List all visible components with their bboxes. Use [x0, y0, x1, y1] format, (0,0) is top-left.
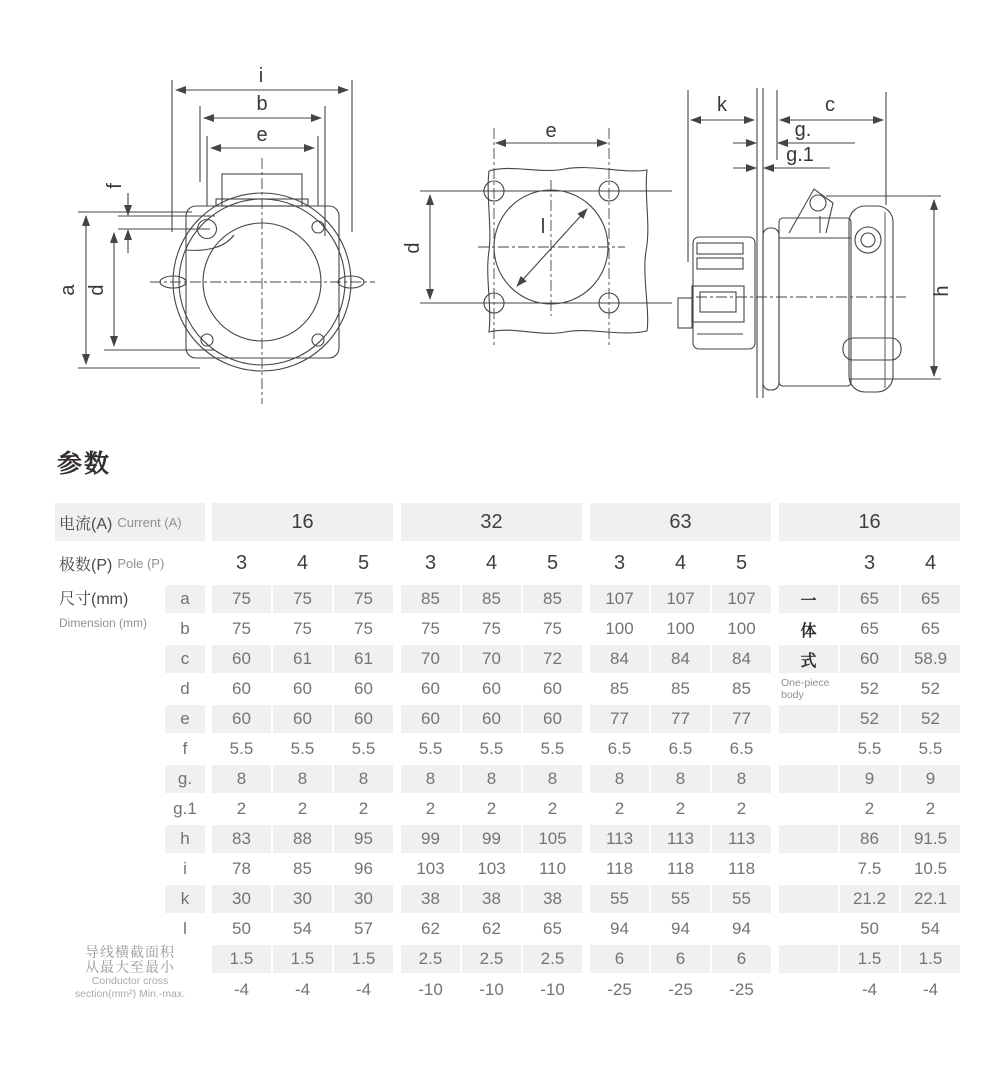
- dim-cell: 75: [334, 585, 393, 613]
- conductor-cell: -25: [607, 980, 632, 999]
- dim-cell: 2: [358, 799, 369, 818]
- page-title: 参数: [57, 450, 112, 478]
- dim-cell: 60: [354, 679, 373, 698]
- conductor-cell: 1.5: [334, 945, 393, 973]
- row-label-k: k: [165, 885, 205, 913]
- dim-cell: 2: [425, 799, 436, 818]
- dim-cell: 2: [864, 799, 875, 818]
- dimension-label-zh: 尺寸(mm): [59, 591, 129, 608]
- dim-cell: 8: [651, 765, 710, 793]
- dim-cell: 30: [212, 885, 271, 913]
- dim-cell: 60: [212, 705, 271, 733]
- dim-cell: 50: [232, 919, 251, 938]
- conductor-cell: -4: [233, 980, 250, 999]
- dim-cell: 107: [590, 585, 649, 613]
- dimension-label-en: Dimension (mm): [59, 616, 148, 630]
- current-group-header: 32: [401, 503, 582, 541]
- dim-cell: 5.5: [479, 739, 504, 758]
- dim-cell: 8: [712, 765, 771, 793]
- one-piece-cell: [779, 855, 838, 883]
- dim-cell: 62: [421, 919, 440, 938]
- conductor-cell: 2.5: [523, 945, 582, 973]
- dim-cell: 2: [925, 799, 936, 818]
- dim-cell: 94: [732, 919, 751, 938]
- dim-cell: 61: [273, 645, 332, 673]
- conductor-cell: 6: [590, 945, 649, 973]
- one-piece-cell: [779, 705, 838, 733]
- dim-cell: 100: [727, 619, 756, 638]
- dim-cell: 103: [477, 859, 506, 878]
- dim-label-d: d: [86, 284, 108, 296]
- dim-cell: 21.2: [840, 885, 899, 913]
- dim-cell: 9: [901, 765, 960, 793]
- pole-cell: 3: [613, 551, 626, 574]
- dim-cell: 8: [590, 765, 649, 793]
- dim-cell: 52: [860, 679, 879, 698]
- current-label-en: Current (A): [117, 514, 182, 530]
- one-piece-cell: One-piece body: [781, 677, 830, 702]
- dim-cell: 75: [212, 585, 271, 613]
- dim-cell: 85: [523, 585, 582, 613]
- dim-cell: 52: [901, 705, 960, 733]
- dim-cell: 65: [860, 619, 879, 638]
- dim-cell: 60: [543, 679, 562, 698]
- current-group-header: 63: [590, 503, 771, 541]
- dim-cell: 8: [523, 765, 582, 793]
- pole-cell: 3: [235, 551, 248, 574]
- dim-cell: 57: [354, 919, 373, 938]
- dim-cell: 94: [610, 919, 629, 938]
- dim-cell: 54: [921, 919, 940, 938]
- dim-cell: 52: [840, 705, 899, 733]
- dim-cell: 60: [401, 705, 460, 733]
- dim-cell: 75: [354, 619, 373, 638]
- dim-cell: 8: [212, 765, 271, 793]
- conductor-cell: 6: [712, 945, 771, 973]
- dim-cell: 2: [236, 799, 247, 818]
- dim-cell: 5.5: [290, 739, 315, 758]
- row-label-g.1: g.1: [173, 799, 197, 818]
- conductor-cell: 2.5: [401, 945, 460, 973]
- current-group-header: 16: [212, 503, 393, 541]
- dim-cell: 60: [334, 705, 393, 733]
- dim-cell: 118: [666, 859, 695, 878]
- side-label-k: k: [717, 94, 727, 116]
- dim-cell: 94: [671, 919, 690, 938]
- pole-cell: 4: [924, 551, 937, 574]
- pole-cell: 3: [863, 551, 876, 574]
- conductor-label-en1: Conductor cross: [91, 975, 169, 988]
- current-group-header: 16: [779, 503, 960, 541]
- conductor-cell: [779, 975, 838, 1005]
- dim-cell: 99: [401, 825, 460, 853]
- dim-cell: 75: [421, 619, 440, 638]
- dim-cell: 60: [523, 705, 582, 733]
- side-label-g1: g.1: [786, 144, 814, 166]
- one-piece-cell: [779, 825, 838, 853]
- dim-label-f: f: [104, 183, 126, 189]
- conductor-label-zh1: 导线横截面积: [85, 944, 175, 960]
- dim-cell: 8: [334, 765, 393, 793]
- dim-cell: 83: [212, 825, 271, 853]
- conductor-cell: 1.5: [212, 945, 271, 973]
- dim-cell: 2: [675, 799, 686, 818]
- one-piece-cell: [779, 885, 838, 913]
- dim-cell: 84: [651, 645, 710, 673]
- dim-cell: 38: [523, 885, 582, 913]
- dim-cell: 55: [651, 885, 710, 913]
- dim-cell: 2: [547, 799, 558, 818]
- one-piece-cell: [779, 795, 838, 823]
- dim-cell: 75: [482, 619, 501, 638]
- current-label-zh: 电流(A): [59, 515, 113, 533]
- conductor-cell: 6: [651, 945, 710, 973]
- dim-cell: 118: [605, 859, 634, 878]
- side-label-h: h: [931, 285, 953, 297]
- pole-cell: 5: [735, 551, 748, 574]
- dim-cell: 5.5: [918, 739, 943, 758]
- pole-cell: 4: [296, 551, 309, 574]
- dim-cell: 100: [605, 619, 634, 638]
- dim-cell: 58.9: [901, 645, 960, 673]
- dim-cell: 84: [712, 645, 771, 673]
- dim-cell: 55: [590, 885, 649, 913]
- dim-cell: 61: [334, 645, 393, 673]
- dim-cell: 110: [538, 859, 567, 878]
- dim-cell: 5.5: [540, 739, 565, 758]
- dim-cell: 107: [651, 585, 710, 613]
- one-piece-cell: 体: [800, 622, 817, 640]
- dim-cell: 8: [462, 765, 521, 793]
- dim-cell: 113: [590, 825, 649, 853]
- dim-cell: 75: [293, 619, 312, 638]
- conductor-label-en2: section(mm²) Min.-max.: [74, 987, 186, 1000]
- conductor-cell: -4: [922, 980, 939, 999]
- dim-cell: 85: [610, 679, 629, 698]
- conductor-cell: 1.5: [840, 945, 899, 973]
- conductor-row-label: [55, 945, 205, 1005]
- row-label-g.: g.: [165, 765, 205, 793]
- row-label-a: a: [165, 585, 205, 613]
- row-label-c: c: [165, 645, 205, 673]
- conductor-cell: -10: [540, 980, 565, 999]
- cutout-label-d: d: [402, 242, 424, 254]
- dim-cell: 60: [273, 705, 332, 733]
- dim-cell: 113: [712, 825, 771, 853]
- dim-label-e: e: [256, 124, 268, 146]
- dim-cell: 6.5: [607, 739, 632, 758]
- dim-cell: 77: [651, 705, 710, 733]
- conductor-cell: 1.5: [273, 945, 332, 973]
- dim-cell: 85: [293, 859, 312, 878]
- parameters-table: [55, 503, 960, 1005]
- dim-cell: 5.5: [857, 739, 882, 758]
- dim-cell: 60: [421, 679, 440, 698]
- dim-cell: 60: [293, 679, 312, 698]
- row-label-l: l: [183, 919, 187, 938]
- dim-cell: 2: [614, 799, 625, 818]
- one-piece-cell: 式: [779, 645, 838, 673]
- dim-cell: 55: [712, 885, 771, 913]
- dim-cell: 107: [712, 585, 771, 613]
- dim-cell: 65: [901, 585, 960, 613]
- dim-cell: 30: [273, 885, 332, 913]
- conductor-cell: -25: [729, 980, 754, 999]
- one-piece-cell: [779, 915, 838, 943]
- pole-cell: 5: [546, 551, 559, 574]
- dim-cell: 75: [273, 585, 332, 613]
- cutout-label-l: l: [540, 216, 546, 238]
- one-piece-cell: [779, 735, 838, 763]
- row-label-i: i: [183, 859, 187, 878]
- conductor-cell: -10: [418, 980, 443, 999]
- dim-cell: 22.1: [901, 885, 960, 913]
- dim-cell: 65: [840, 585, 899, 613]
- dim-cell: 103: [416, 859, 445, 878]
- dim-cell: 105: [523, 825, 582, 853]
- row-label-e: e: [165, 705, 205, 733]
- row-label-f: f: [182, 739, 188, 758]
- cutout-label-e: e: [545, 120, 557, 142]
- pole-label-en: Pole (P): [117, 555, 165, 571]
- dim-cell: 70: [401, 645, 460, 673]
- dim-cell: 65: [543, 919, 562, 938]
- dim-cell: 95: [334, 825, 393, 853]
- dim-cell: 65: [921, 619, 940, 638]
- dim-cell: 84: [590, 645, 649, 673]
- conductor-cell: -4: [294, 980, 311, 999]
- pole-cell: 4: [674, 551, 687, 574]
- one-piece-cell: 一: [779, 585, 838, 613]
- conductor-cell: 2.5: [462, 945, 521, 973]
- dim-cell: 99: [462, 825, 521, 853]
- dim-cell: 88: [273, 825, 332, 853]
- dim-cell: 6.5: [668, 739, 693, 758]
- dim-cell: 8: [273, 765, 332, 793]
- dim-cell: 62: [482, 919, 501, 938]
- dim-cell: 9: [840, 765, 899, 793]
- dim-cell: 118: [727, 859, 756, 878]
- dim-cell: 85: [462, 585, 521, 613]
- dim-cell: 2: [297, 799, 308, 818]
- pole-label-zh: 极数(P): [59, 556, 113, 574]
- pole-cell: 5: [357, 551, 370, 574]
- dim-cell: 96: [354, 859, 373, 878]
- front-view-drawing: [78, 80, 375, 404]
- conductor-cell: -4: [355, 980, 372, 999]
- dim-label-i: i: [258, 65, 264, 87]
- technical-drawings: [0, 0, 1001, 440]
- one-piece-cell: [779, 765, 838, 793]
- dim-cell: 60: [212, 645, 271, 673]
- dim-cell: 5.5: [418, 739, 443, 758]
- conductor-cell: [779, 945, 838, 973]
- pole-cell: 4: [485, 551, 498, 574]
- current-row-label: [55, 503, 205, 541]
- row-label-h: h: [165, 825, 205, 853]
- pole-cell: [779, 543, 838, 583]
- row-label-b: b: [180, 619, 190, 638]
- dim-cell: 85: [401, 585, 460, 613]
- side-label-c: c: [825, 94, 835, 116]
- pole-row-label: [55, 543, 205, 583]
- dim-cell: 85: [671, 679, 690, 698]
- dim-cell: 2: [486, 799, 497, 818]
- conductor-label-zh2: 从最大至最小: [85, 959, 175, 976]
- dim-cell: 30: [334, 885, 393, 913]
- dimension-row-label: [55, 585, 163, 943]
- dim-label-b: b: [256, 93, 268, 115]
- dim-cell: 100: [666, 619, 695, 638]
- dim-cell: 85: [732, 679, 751, 698]
- dim-cell: 60: [462, 705, 521, 733]
- dim-cell: 5.5: [229, 739, 254, 758]
- dim-cell: 52: [921, 679, 940, 698]
- dim-cell: 60: [232, 679, 251, 698]
- dim-cell: 75: [543, 619, 562, 638]
- dim-cell: 78: [232, 859, 251, 878]
- dim-cell: 2: [736, 799, 747, 818]
- conductor-cell: -10: [479, 980, 504, 999]
- conductor-cell: -4: [861, 980, 878, 999]
- dim-cell: 10.5: [913, 859, 948, 878]
- dim-cell: 8: [401, 765, 460, 793]
- dim-cell: 6.5: [729, 739, 754, 758]
- dim-label-a: a: [57, 284, 79, 296]
- dim-cell: 91.5: [901, 825, 960, 853]
- dim-cell: 70: [462, 645, 521, 673]
- conductor-cell: 1.5: [901, 945, 960, 973]
- side-label-g: g.: [794, 119, 812, 141]
- dim-cell: 75: [232, 619, 251, 638]
- dim-cell: 77: [712, 705, 771, 733]
- conductor-cell: -25: [668, 980, 693, 999]
- cutout-view-drawing: [420, 128, 672, 345]
- dim-cell: 86: [840, 825, 899, 853]
- dim-cell: 7.5: [857, 859, 882, 878]
- pole-cell: 3: [424, 551, 437, 574]
- dim-cell: 38: [462, 885, 521, 913]
- dim-cell: 5.5: [351, 739, 376, 758]
- dim-cell: 54: [293, 919, 312, 938]
- dim-cell: 38: [401, 885, 460, 913]
- dim-cell: 50: [860, 919, 879, 938]
- dim-cell: 113: [651, 825, 710, 853]
- dim-cell: 72: [523, 645, 582, 673]
- dim-cell: 60: [482, 679, 501, 698]
- dim-cell: 77: [590, 705, 649, 733]
- dim-cell: 60: [840, 645, 899, 673]
- row-label-d: d: [180, 679, 190, 698]
